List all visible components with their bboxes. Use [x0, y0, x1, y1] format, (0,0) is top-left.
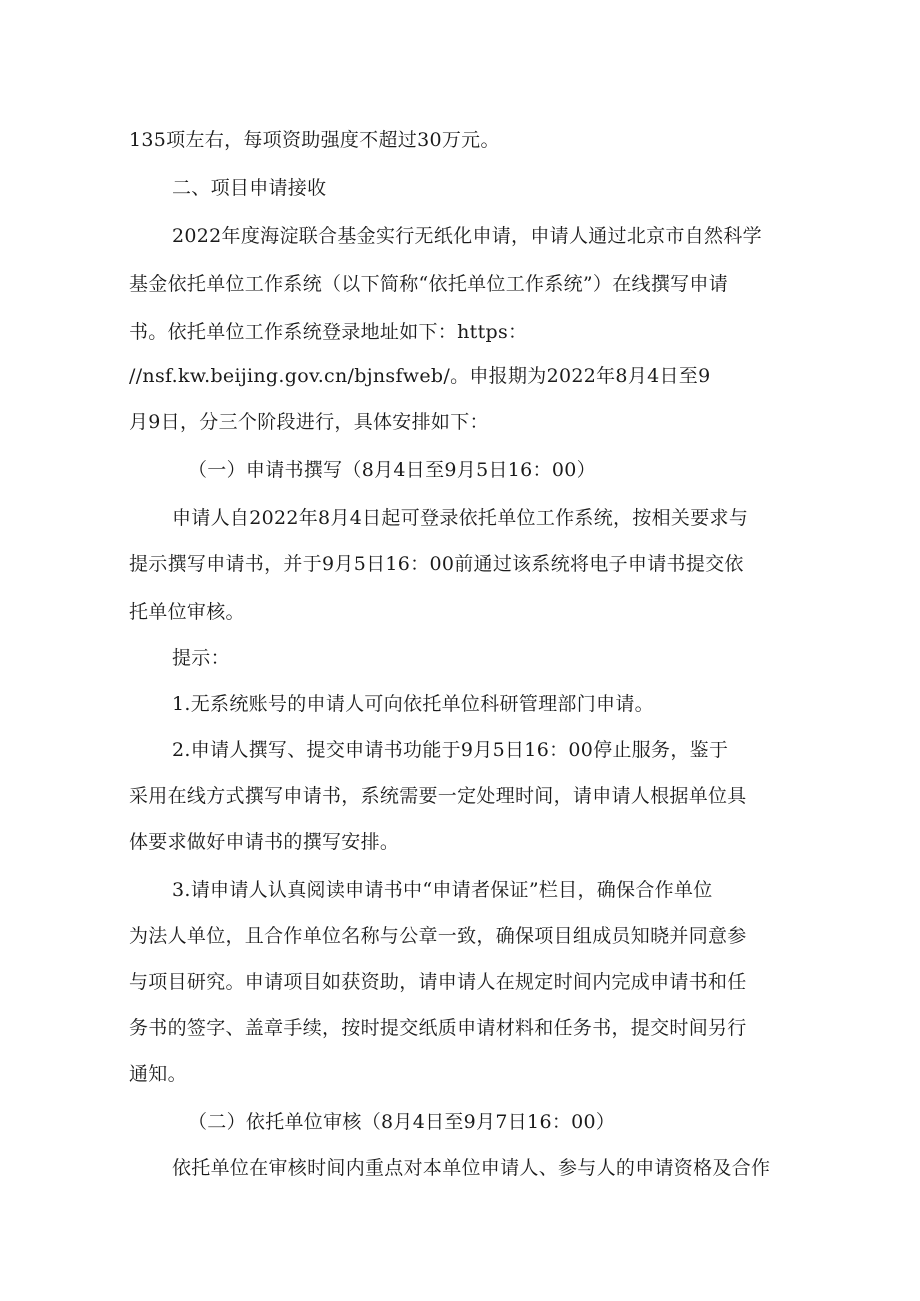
paragraph-line: 为法人单位，且合作单位名称与公章一致，确保项目组成员知晓并同意参 — [129, 925, 747, 947]
paragraph-line: 2022年度海淀联合基金实行无纸化申请，申请人通过北京市自然科学 — [172, 225, 762, 247]
paragraph-line: 通知。 — [129, 1063, 187, 1085]
paragraph-line: 月9日，分三个阶段进行，具体安排如下： — [129, 411, 489, 433]
paragraph-line-funding-scale: 135项左右，每项资助强度不超过30万元。 — [129, 129, 500, 151]
paragraph-line: 书。依托单位工作系统登录地址如下：https： — [129, 321, 528, 343]
paragraph-line: 与项目研究。申请项目如获资助，请申请人在规定时间内完成申请书和任 — [129, 971, 747, 993]
subsection-heading-review: （二）依托单位审核（8月4日至9月7日16：00） — [188, 1111, 616, 1133]
paragraph-line: 托单位审核。 — [129, 601, 245, 623]
section-heading-application-receipt: 二、项目申请接收 — [172, 177, 327, 199]
paragraph-line: 务书的签字、盖章手续，按时提交纸质申请材料和任务书，提交时间另行 — [129, 1017, 747, 1039]
tips-heading: 提示： — [172, 647, 230, 669]
subsection-heading-drafting: （一）申请书撰写（8月4日至9月5日16：00） — [188, 459, 596, 481]
tip-item-1: 1.无系统账号的申请人可向依托单位科研管理部门申请。 — [172, 693, 654, 715]
paragraph-line-url: //nsf.kw.beijing.gov.cn/bjnsfweb/。申报期为2022年8月4日至9 — [129, 365, 711, 387]
tip-item-3: 3.请申请人认真阅读申请书中“申请者保证”栏目，确保合作单位 — [172, 879, 713, 901]
paragraph-line: 基金依托单位工作系统（以下简称“依托单位工作系统”）在线撰写申请 — [129, 273, 729, 295]
paragraph-line: 采用在线方式撰写申请书，系统需要一定处理时间，请申请人根据单位具 — [129, 785, 747, 807]
tip-item-2: 2.申请人撰写、提交申请书功能于9月5日16：00停止服务，鉴于 — [172, 739, 729, 761]
paragraph-line: 体要求做好申请书的撰写安排。 — [129, 831, 400, 853]
paragraph-line: 申请人自2022年8月4日起可登录依托单位工作系统，按相关要求与 — [172, 507, 749, 529]
paragraph-line: 提示撰写申请书，并于9月5日16：00前通过该系统将电子申请书提交依 — [129, 553, 744, 575]
paragraph-line: 依托单位在审核时间内重点对本单位申请人、参与人的申请资格及合作 — [172, 1157, 771, 1179]
